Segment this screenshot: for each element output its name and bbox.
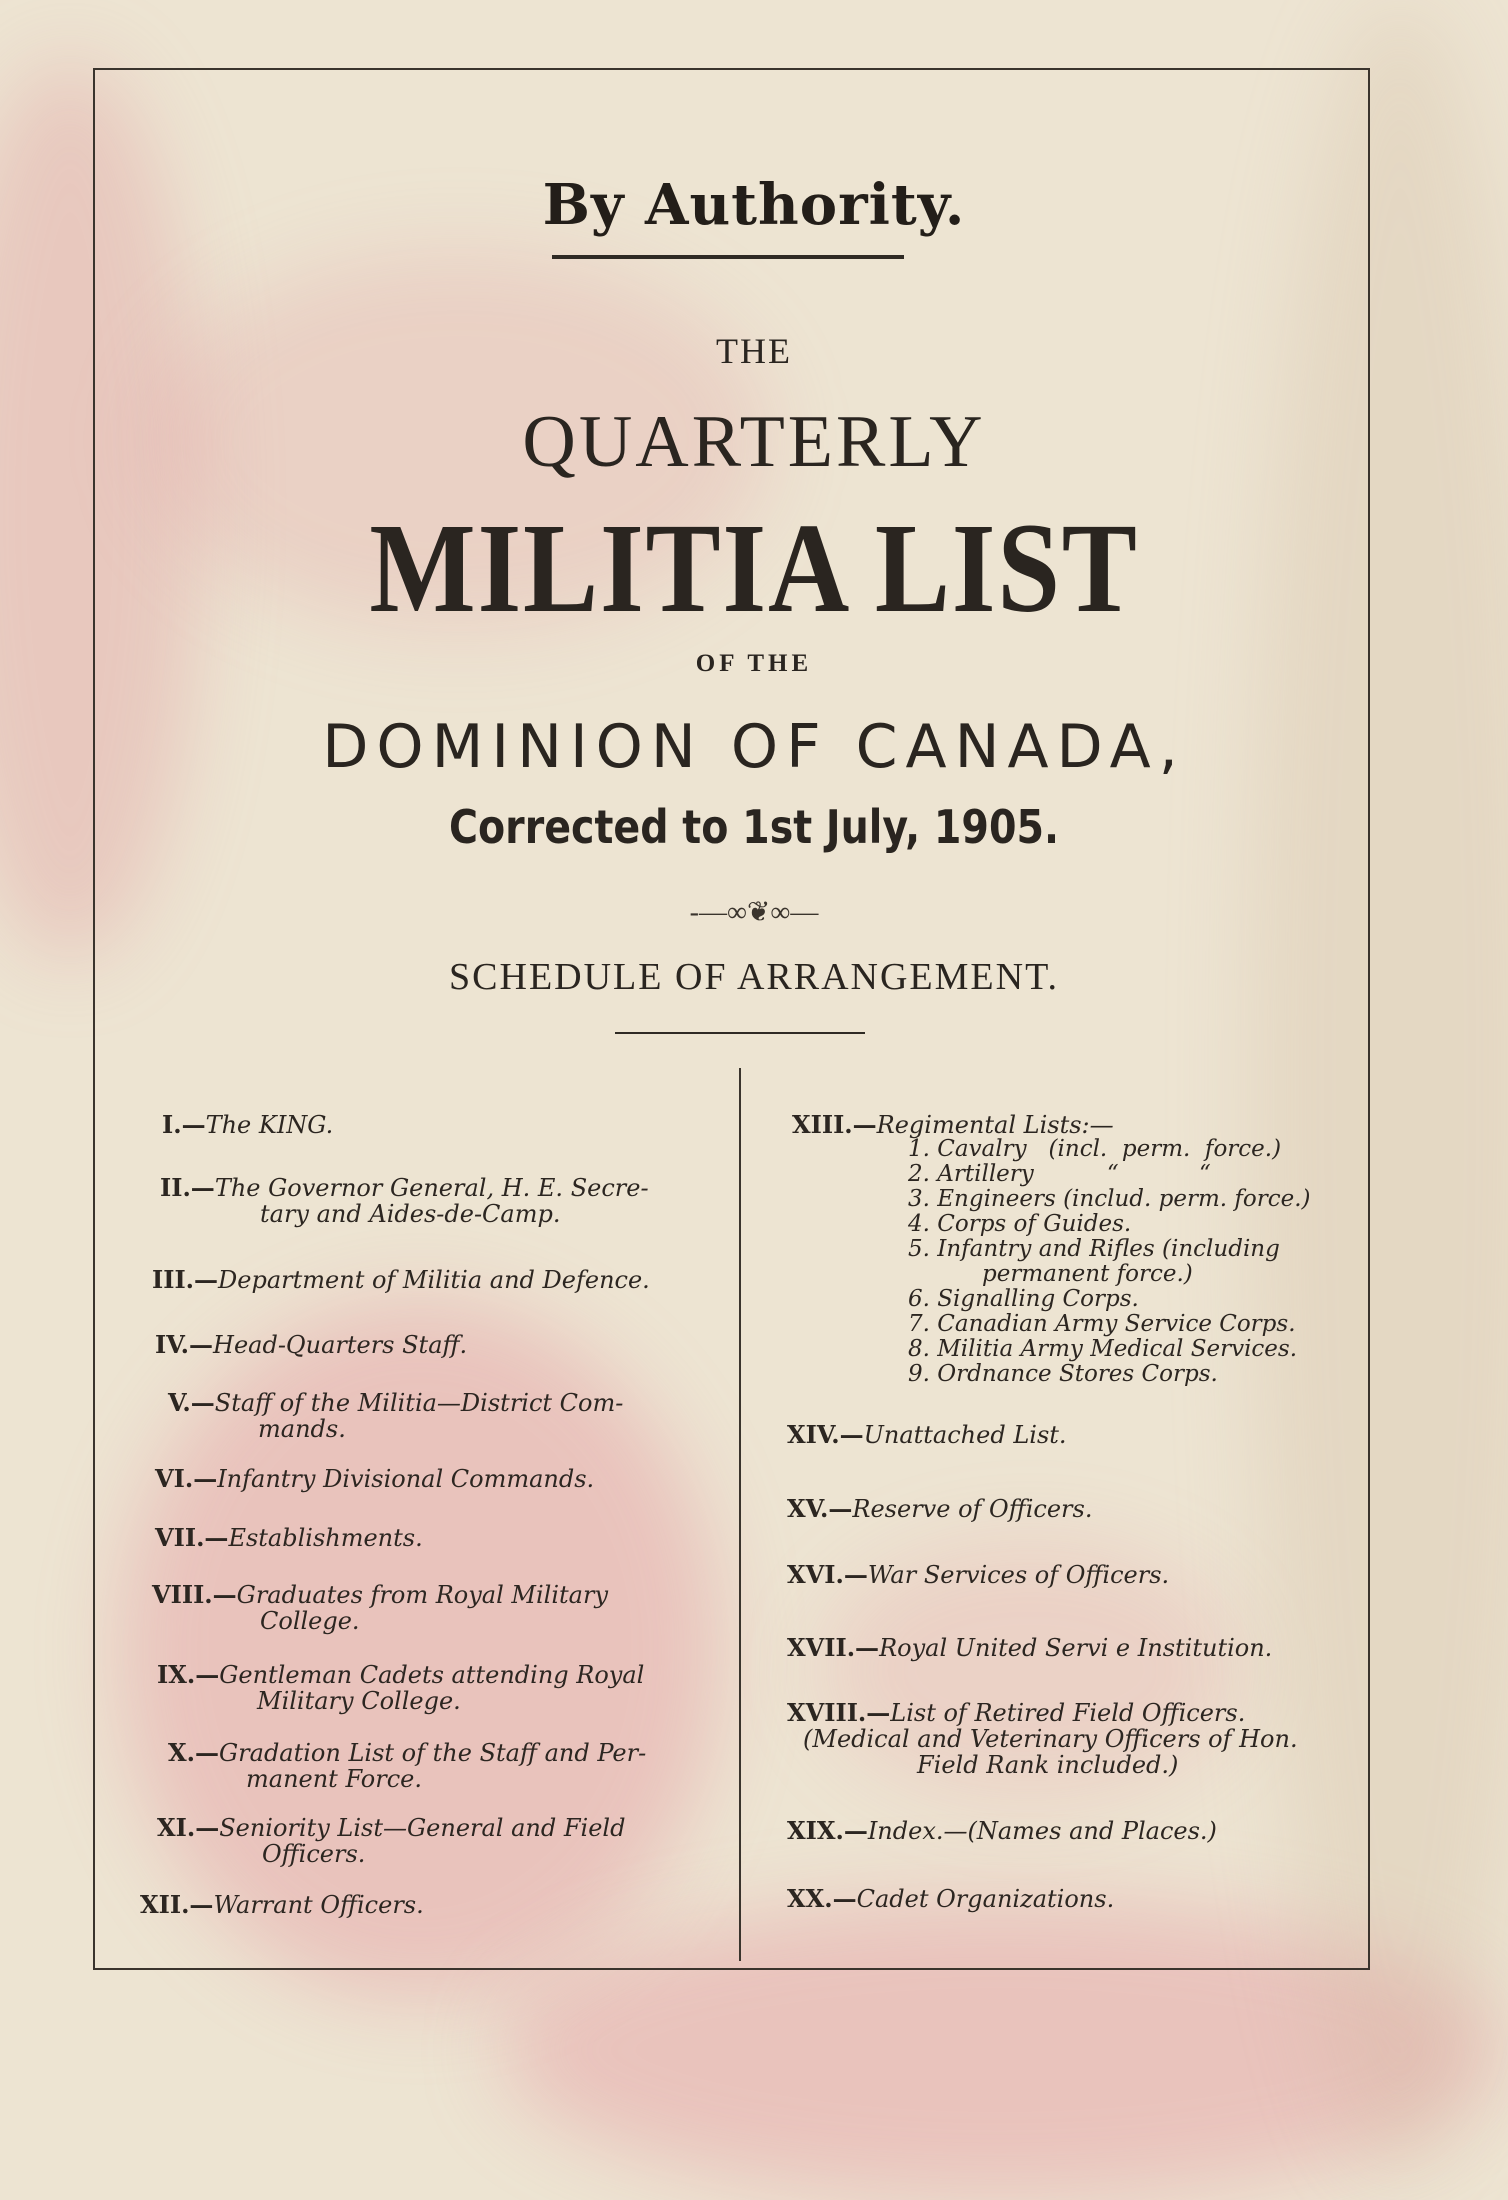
list-item: V.—Staff of the Militia—District Com- mands. [168,1388,624,1443]
title-dominion: DOMINION OF CANADA, [322,712,1186,782]
sub-item: 7. Canadian Army Service Corps. [908,1311,1296,1337]
schedule-heading: SCHEDULE OF ARRANGEMENT. [449,956,1059,998]
sub-item: permanent force.) [982,1261,1193,1287]
list-item: XVI.—War Services of Officers. [787,1560,1170,1589]
title-militia-list: MILITIA LIST [369,497,1139,639]
sub-item: 9. Ordnance Stores Corps. [908,1361,1218,1387]
schedule-underline [615,1032,865,1034]
list-item: XVII.—Royal United Servi e Institution. [787,1633,1273,1662]
list-item: IX.—Gentleman Cadets attending Royal Military College. [157,1660,645,1715]
heading-underline [552,255,904,259]
list-item: XI.—Seniority List—General and Field Officers. [157,1813,626,1868]
list-item: XV.—Reserve of Officers. [787,1494,1093,1523]
list-item: XIV.—Unattached List. [787,1420,1067,1449]
sub-item: 8. Militia Army Medical Services. [908,1336,1298,1362]
column-divider [739,1068,741,1961]
ornament-divider: -—∞❦∞— [689,897,819,928]
list-item: VII.—Establishments. [155,1523,423,1552]
list-item: XII.—Warrant Officers. [140,1890,424,1919]
list-item: XX.—Cadet Organizations. [787,1884,1115,1913]
list-item: XIII.—Regimental Lists:— [792,1110,1114,1139]
sub-item: 4. Corps of Guides. [908,1211,1132,1237]
sub-item: 2. Artillery “ “ [908,1161,1211,1187]
sub-item: 3. Engineers (includ. perm. force.) [908,1186,1311,1212]
list-item: III.—Department of Militia and Defence. [152,1265,650,1294]
list-item: VIII.—Graduates from Royal Military College. [152,1580,608,1635]
title-quarterly: QUARTERLY [522,401,986,483]
list-item: VI.—Infantry Divisional Commands. [155,1464,595,1493]
list-item: XIX.—Index.—(Names and Places.) [787,1816,1217,1845]
title-the: THE [716,331,792,371]
list-item: XVIII.—List of Retired Field Officers. (Medical and Veterinary Officers of Hon. Field Rank included.) [787,1698,1298,1779]
list-item: X.—Gradation List of the Staff and Per- manent Force. [168,1738,647,1793]
sub-item: 1. Cavalry (incl. perm. force.) [908,1136,1282,1162]
list-item: II.—The Governor General, H. E. Secre- tary and Aides-de-Camp. [160,1173,649,1228]
sub-item: 5. Infantry and Rifles (including [908,1236,1280,1262]
list-item: I.—The KING. [162,1110,334,1139]
title-of-the: OF THE [695,650,813,677]
by-authority-heading: By Authority. [542,172,966,238]
corrected-date: Corrected to 1st July, 1905. [448,800,1060,854]
sub-item: 6. Signalling Corps. [908,1286,1139,1312]
list-item: IV.—Head-Quarters Staff. [155,1330,468,1359]
